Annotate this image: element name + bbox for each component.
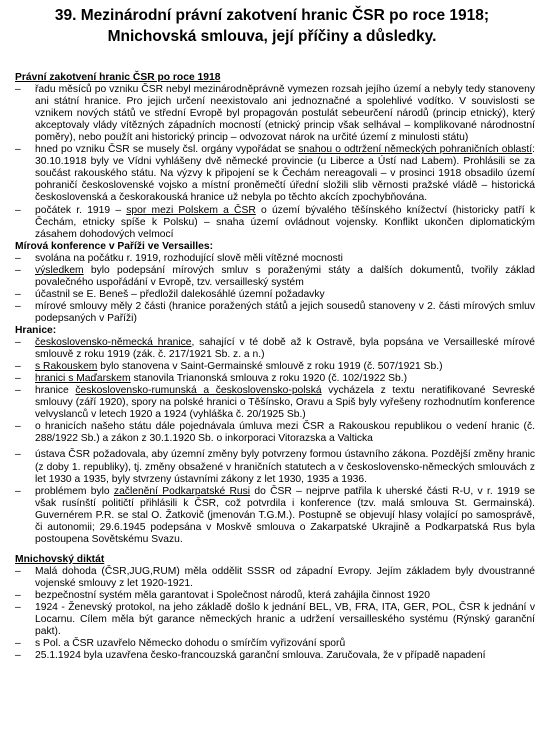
section-heading-legal-borders: Právní zakotvení hranic ČSR po roce 1918	[15, 72, 221, 83]
bullet-dash: –	[15, 300, 21, 312]
bullet-dash: –	[15, 485, 21, 497]
list-item: – Malá dohoda (ČSR,JUG,RUM) měla oddělit SSSR od západní Evropy. Jejím základem byly dvoustranné vojenské smlouvy z let 1920-1921.	[15, 565, 535, 589]
list-item: – počátek r. 1919 – spor mezi Polskem a ČSR o území bývalého těšínského knížectví (historicky patří k Čechám, etnicky spíše k Polsku) – snaha území ovládnout vojensky. Konflikt ukončen diplomatickým zásahem dohodových velmocí	[15, 204, 535, 240]
bullet-dash: –	[15, 421, 21, 433]
section-heading-munich-dictate: Mnichovský diktát	[15, 553, 105, 565]
bullet-dash: –	[15, 84, 21, 96]
bullet-dash: –	[15, 650, 21, 662]
list-item: – problémem bylo začlenění Podkarpatské Rusi do ČSR – nejprve patřila k uherské části R-U, v r. 1919 se však rusínští političtí přihlásili k ČSR, což potvrdila i konference (tzv. malá smlouva St. Germainská). Guvernérem P.R. se stal O. Žatkovič (jmenován T.G.M.). Postupně se objevují hlasy volající po samosprávě, či autonomii; 29.6.1945 podepsána v Moskvě smlouva o Zakarpatské Ukrajině a Podkarpatská Rus byla postoupena Sovětskému Svazu.	[15, 485, 535, 545]
bullet-dash: –	[15, 449, 21, 461]
bullet-dash: –	[15, 589, 21, 601]
list-item: – výsledkem bylo podepsání mírových smluv s poraženými státy a dalších dokumentů, tvořily základ povalečného uspořádání v Evropě, tzv. versailleský systém	[15, 264, 535, 288]
list-item: – československo-německá hranice, sahající v té době až k Ostravě, byla popsána ve Versailleské mírové smlouvě z roku 1919 (zák. č. 217/1921 Sb. z. a n.)	[15, 337, 536, 361]
title-line-2: Mnichovská smlouva, její příčiny a důsledky.	[107, 28, 437, 45]
bullet-dash: –	[15, 264, 21, 276]
bullet-dash: –	[15, 252, 21, 264]
section-heading-borders: Hranice:	[15, 324, 57, 336]
list-item: – bezpečnostní systém měla garantovat i Společnost národů, která zahájila činnost 1920	[15, 589, 430, 601]
bullet-dash: –	[15, 602, 21, 614]
underlined-term: spor mezi Polskem a ČSR	[126, 204, 256, 216]
list-item: – svolána na počátku r. 1919, rozhodující slově měli vítězné mocnosti	[15, 252, 343, 264]
bullet-dash: –	[15, 638, 21, 650]
bullet-dash: –	[15, 361, 21, 373]
underlined-term: výsledkem	[35, 264, 84, 276]
bullet-dash: –	[15, 204, 21, 216]
list-item: – 1924 - Ženevský protokol, na jeho základě došlo k jednání BEL, VB, FRA, ITA, GER, POL, ČSR k jednání v Locarnu. Cílem měla být garance německých hranic a udržení versailleského systému (Rýnský garanční pakt).	[15, 602, 535, 638]
bullet-dash: –	[15, 373, 21, 385]
list-item: – s Pol. a ČSR uzavřelo Německo dohodu o smírčím vyřizování sporů	[15, 638, 346, 650]
list-item: – o hranicích našeho státu dále pojednávala úmluva mezi ČSR a Rakouskou republikou o vedení hranic (č. 288/1922 Sb.) a zákon z 30.1.1920 Sb. o inkorporaci Vitorazska a Valticka	[15, 421, 535, 445]
bullet-dash: –	[15, 385, 21, 397]
list-item: – mírové smlouvy měly 2 části (hranice poražených států a jejich sousedů stanoveny v 2. části mírových smluv podepsaných v Paříži)	[15, 300, 535, 324]
page-title	[0, 0, 544, 47]
underlined-term: snahou o odtržení německých pohraničních oblastí	[298, 144, 533, 156]
underlined-term: československo-rumunská a československo-polská	[75, 385, 322, 397]
underlined-term: československo-německá hranice	[35, 337, 192, 349]
title-line-1: 39. Mezinárodní právní zakotvení hranic ČSR po roce 1918;	[54, 7, 490, 24]
bullet-dash: –	[15, 565, 21, 577]
list-item: – hned po vzniku ČSR se musely čsl. orgány vypořádat se snahou o odtržení německých pohraničních oblastí: 30.10.1918 byly ve Vídni vyhlášeny dvě německé provincie (u Liberce a Ústí nad Labem). Prohlásili se za součást rakouského státu. Na výzvy k připojení se k Čechám nereagovali – v prosinci 1918 obsadilo území pohraničí československé vojsko a místní proněmečtí úřední složili slib věrnosti pražské vládě – historická československá a českorakouská hranice už nebyla po těchto akcích zpochybňována.	[15, 144, 535, 204]
underlined-term: hranici s Maďarskem	[35, 373, 131, 385]
list-item: – hranici s Maďarskem stanovila Trianonská smlouva z roku 1920 (č. 102/1922 Sb.)	[15, 373, 408, 385]
list-item: – 25.1.1924 byla uzavřena česko-francouzská garanční smlouva. Zaručovala, že v případě napadení	[15, 650, 486, 662]
underlined-term: začlenění Podkarpatské Rusi	[113, 485, 251, 497]
bullet-dash: –	[15, 337, 21, 349]
bullet-dash: –	[15, 288, 21, 300]
list-item: – s Rakouskem bylo stanovena v Saint-Germainské smlouvě z roku 1919 (č. 507/1921 Sb.)	[15, 361, 443, 373]
section-heading-peace-conference: Mírová konference v Paříži ve Versailles:	[15, 240, 214, 252]
list-item: – účastnil se E. Beneš – předložil dalekosáhlé územní požadavky	[15, 288, 325, 300]
list-item: – hranice československo-rumunská a československo-polská vycházela z textu neratifikované Sevreské smlouvy (září 1920), spory na polské hranici o Těšínsko, Oravu a Spiš byly vyřešeny rozhodnutím konference velvyslanců v letech 1920 a 1924 (vyhláška č. 20/1925 Sb.)	[15, 385, 535, 421]
list-item: – řadu měsíců po vzniku ČSR nebyl mezinárodněprávně vymezen rozsah jejího území a nebyly tedy stanoveny ani státní hranice. Pro jejich určení neexistovalo ani jednoznačné a spolehlivé vodítko. V souvislosti se vznikem nových států ve střední Evropě byl propagován postulát sebeurčení národů (princip etnický), který akceptovaly vlády vítězných západních mocností (etnický princip však selhával – komplikované národnostní poměry), nebo použít ani historický princip – odvozovat nárok na určité území z minulosti státu)	[15, 84, 535, 144]
underlined-term: s Rakouskem	[35, 361, 98, 373]
list-item: – ústava ČSR požadovala, aby územní změny byly potvrzeny formou ústavního zákona. Pozdější změny hranic (z doby 1. republiky), tj. změny obsažené v hraničních statutech a v československo-německých smlouvách z let 1930 a 1935, byly stvrzeny ústavními zákony z let 1930, 1935 a 1936.	[15, 449, 535, 485]
document-body	[15, 72, 535, 662]
bullet-dash: –	[15, 144, 21, 156]
